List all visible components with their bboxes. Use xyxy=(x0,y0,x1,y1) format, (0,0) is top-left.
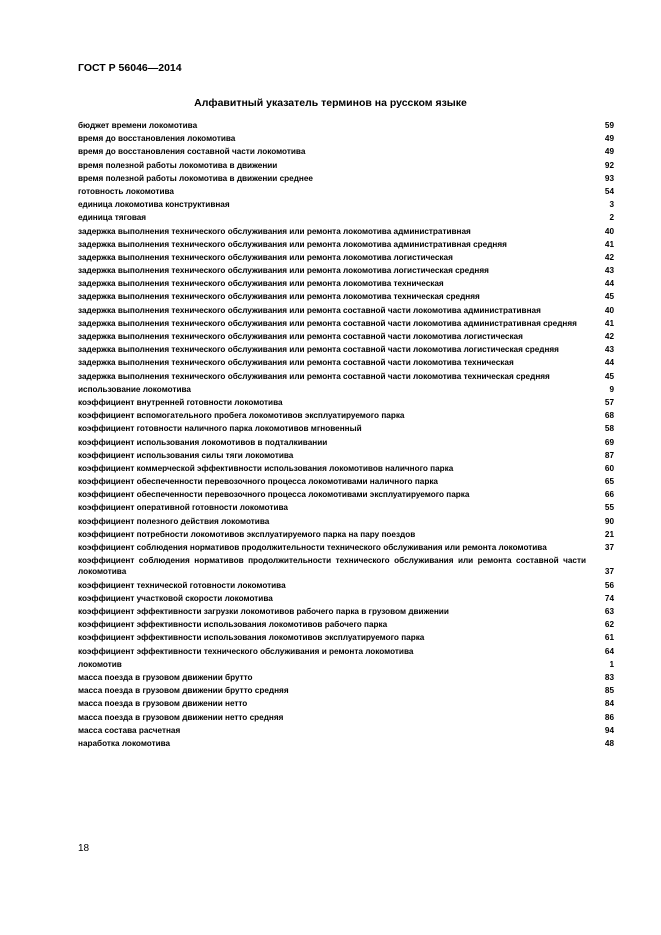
index-page-ref: 49 xyxy=(604,147,614,157)
index-entry xyxy=(78,659,614,670)
index-page-ref: 86 xyxy=(604,712,614,722)
index-page-ref: 92 xyxy=(604,160,614,170)
index-page-ref: 55 xyxy=(604,503,614,513)
index-term: коэффициент вспомогательного пробега локомотивов эксплуатируемого парка xyxy=(78,411,405,421)
page-number: 18 xyxy=(78,843,90,854)
index-term: задержка выполнения технического обслуживания или ремонта локомотива техническая средняя xyxy=(78,292,480,302)
index-term: задержка выполнения технического обслуживания или ремонта составной части локомотива административная средняя xyxy=(78,318,577,328)
index-page-ref: 63 xyxy=(604,607,614,617)
index-term: коэффициент полезного действия локомотива xyxy=(78,516,270,526)
index-entry xyxy=(78,516,614,527)
document-header: ГОСТ Р 56046—2014 xyxy=(78,62,182,74)
index-term: задержка выполнения технического обслуживания или ремонта локомотива техническая xyxy=(78,279,444,289)
index-term: локомотив xyxy=(78,659,122,669)
index-term: готовность локомотива xyxy=(78,186,174,196)
index-term: единица тяговая xyxy=(78,213,147,223)
index-entry xyxy=(78,698,614,709)
index-page-ref: 57 xyxy=(604,397,614,407)
index-term: коэффициент оперативной готовности локомотива xyxy=(78,503,288,513)
index-term: коэффициент эффективности технического обслуживания и ремонта локомотива xyxy=(78,646,414,656)
index-entry xyxy=(78,252,614,263)
index-entry xyxy=(78,371,614,382)
index-entry xyxy=(78,305,614,316)
index-term: коэффициент эффективности использования локомотивов рабочего парка xyxy=(78,620,388,630)
index-page-ref: 66 xyxy=(604,490,614,500)
index-term: коэффициент потребности локомотивов эксплуатируемого парка на пару поездов xyxy=(78,529,416,539)
index-term: время до восстановления составной части локомотива xyxy=(78,147,306,157)
index-entry xyxy=(78,146,614,157)
index-entry xyxy=(78,580,614,591)
term-index xyxy=(78,120,614,751)
index-page-ref: 37 xyxy=(604,567,614,577)
index-term: использование локомотива xyxy=(78,384,191,394)
index-page-ref: 45 xyxy=(604,292,614,302)
index-term: коэффициент эффективности использования локомотивов эксплуатируемого парка xyxy=(78,633,425,643)
index-term: коэффициент использования локомотивов в подталкивании xyxy=(78,437,328,447)
index-entry xyxy=(78,593,614,604)
index-entry xyxy=(78,199,614,210)
index-page-ref: 45 xyxy=(604,371,614,381)
index-page-ref: 62 xyxy=(604,620,614,630)
index-entry xyxy=(78,725,614,736)
index-entry xyxy=(78,450,614,461)
index-page-ref: 41 xyxy=(604,318,614,328)
index-entry xyxy=(78,437,614,448)
index-entry xyxy=(78,226,614,237)
index-entry xyxy=(78,463,614,474)
index-page-ref: 43 xyxy=(604,345,614,355)
index-title: Алфавитный указатель терминов на русском языке xyxy=(194,97,467,109)
index-entry xyxy=(78,357,614,368)
index-term: коэффициент обеспеченности перевозочного процесса локомотивами наличного парка xyxy=(78,477,438,487)
index-entry xyxy=(78,265,614,276)
index-term: коэффициент технической готовности локомотива xyxy=(78,580,286,590)
index-page-ref: 87 xyxy=(604,450,614,460)
index-term: коэффициент готовности наличного парка локомотивов мгновенный xyxy=(78,424,362,434)
index-term: задержка выполнения технического обслуживания или ремонта локомотива административная средняя xyxy=(78,239,507,249)
index-entry xyxy=(78,529,614,540)
index-term: масса поезда в грузовом движении нетто xyxy=(78,699,248,709)
index-term: масса поезда в грузовом движении брутто средняя xyxy=(78,686,289,696)
index-entry xyxy=(78,685,614,696)
index-entry xyxy=(78,384,614,395)
index-page-ref: 9 xyxy=(609,384,614,394)
index-entry xyxy=(78,738,614,749)
index-entry xyxy=(78,502,614,513)
index-term: коэффициент эффективности загрузки локомотивов рабочего парка в грузовом движении xyxy=(78,607,449,617)
index-page-ref: 61 xyxy=(604,633,614,643)
index-entry xyxy=(78,331,614,342)
index-term: масса поезда в грузовом движении брутто xyxy=(78,672,253,682)
index-entry xyxy=(78,173,614,184)
index-entry xyxy=(78,555,614,578)
index-term: задержка выполнения технического обслуживания или ремонта составной части локомотива логистическая xyxy=(78,332,523,341)
index-term: масса поезда в грузовом движении нетто средняя xyxy=(78,712,284,722)
index-page-ref: 21 xyxy=(604,529,614,539)
index-entry xyxy=(78,672,614,683)
index-page-ref: 48 xyxy=(604,738,614,748)
index-page-ref: 3 xyxy=(609,200,614,210)
index-term: задержка выполнения технического обслуживания или ремонта локомотива административная xyxy=(78,226,471,236)
index-entry xyxy=(78,632,614,643)
index-entry xyxy=(78,476,614,487)
index-entry xyxy=(78,186,614,197)
index-page-ref: 94 xyxy=(604,725,614,735)
index-term: масса состава расчетная xyxy=(78,725,181,735)
index-page-ref: 44 xyxy=(604,279,614,289)
index-term: задержка выполнения технического обслуживания или ремонта составной части локомотива административная xyxy=(78,305,541,315)
index-entry xyxy=(78,239,614,250)
index-term: задержка выполнения технического обслуживания или ремонта составной части локомотива техническая xyxy=(78,358,514,368)
index-term: задержка выполнения технического обслуживания или ремонта составной части локомотива логистическая средняя xyxy=(78,345,559,355)
index-page-ref: 37 xyxy=(604,543,614,552)
index-page-ref: 68 xyxy=(604,411,614,421)
index-entry xyxy=(78,397,614,408)
index-term: задержка выполнения технического обслуживания или ремонта локомотива логистическая xyxy=(78,252,453,262)
index-term: коэффициент соблюдения нормативов продолжительности технического обслуживания или ремонта локомотива xyxy=(78,543,547,552)
index-page-ref: 44 xyxy=(604,358,614,368)
index-entry xyxy=(78,542,614,553)
index-term: наработка локомотива xyxy=(78,738,171,748)
index-page-ref: 93 xyxy=(604,173,614,183)
index-entry xyxy=(78,646,614,657)
index-entry xyxy=(78,344,614,355)
index-page-ref: 58 xyxy=(604,424,614,434)
index-entry xyxy=(78,410,614,421)
index-page-ref: 54 xyxy=(604,186,614,196)
index-entry xyxy=(78,318,614,329)
index-term: коэффициент участковой скорости локомотива xyxy=(78,593,273,603)
index-page-ref: 42 xyxy=(604,332,614,341)
index-page-ref: 69 xyxy=(604,437,614,447)
index-entry xyxy=(78,212,614,223)
index-term: время полезной работы локомотива в движении среднее xyxy=(78,173,313,183)
index-page-ref: 65 xyxy=(604,477,614,487)
index-page-ref: 74 xyxy=(604,593,614,603)
index-entry xyxy=(78,278,614,289)
index-page-ref: 43 xyxy=(604,266,614,276)
index-entry xyxy=(78,712,614,723)
index-term: задержка выполнения технического обслуживания или ремонта составной части локомотива техническая средняя xyxy=(78,371,550,381)
index-page-ref: 60 xyxy=(604,463,614,473)
index-entry xyxy=(78,489,614,500)
index-page-ref: 59 xyxy=(604,121,614,130)
index-page-ref: 85 xyxy=(604,686,614,696)
index-term: единица локомотива конструктивная xyxy=(78,200,230,210)
index-page-ref: 40 xyxy=(604,226,614,236)
index-page-ref: 56 xyxy=(604,580,614,590)
index-term: коэффициент коммерческой эффективности использования локомотивов наличного парка xyxy=(78,463,454,473)
index-page-ref: 90 xyxy=(604,516,614,526)
index-entry xyxy=(78,423,614,434)
index-term: время полезной работы локомотива в движении xyxy=(78,160,278,170)
index-page-ref: 41 xyxy=(604,239,614,249)
index-term: коэффициент внутренней готовности локомотива xyxy=(78,397,283,407)
index-entry xyxy=(78,619,614,630)
index-entry xyxy=(78,133,614,144)
index-page-ref: 42 xyxy=(604,252,614,262)
index-page-ref: 1 xyxy=(609,659,614,669)
index-term: задержка выполнения технического обслуживания или ремонта локомотива логистическая средняя xyxy=(78,266,489,276)
index-page-ref: 83 xyxy=(604,672,614,682)
index-term: коэффициент соблюдения нормативов продолжительности технического обслуживания или ремонта составной части локомотива xyxy=(78,556,586,577)
index-entry xyxy=(78,606,614,617)
index-term: бюджет времени локомотива xyxy=(78,121,198,130)
index-page-ref: 64 xyxy=(604,646,614,656)
index-term: коэффициент использования силы тяги локомотива xyxy=(78,450,294,460)
index-page-ref: 2 xyxy=(609,213,614,223)
index-page-ref: 84 xyxy=(604,699,614,709)
index-page-ref: 40 xyxy=(604,305,614,315)
index-entry xyxy=(78,120,614,131)
index-entry xyxy=(78,291,614,302)
index-page-ref: 49 xyxy=(604,134,614,144)
index-entry xyxy=(78,160,614,171)
index-term: коэффициент обеспеченности перевозочного процесса локомотивами эксплуатируемого парка xyxy=(78,490,470,500)
index-term: время до восстановления локомотива xyxy=(78,134,236,144)
